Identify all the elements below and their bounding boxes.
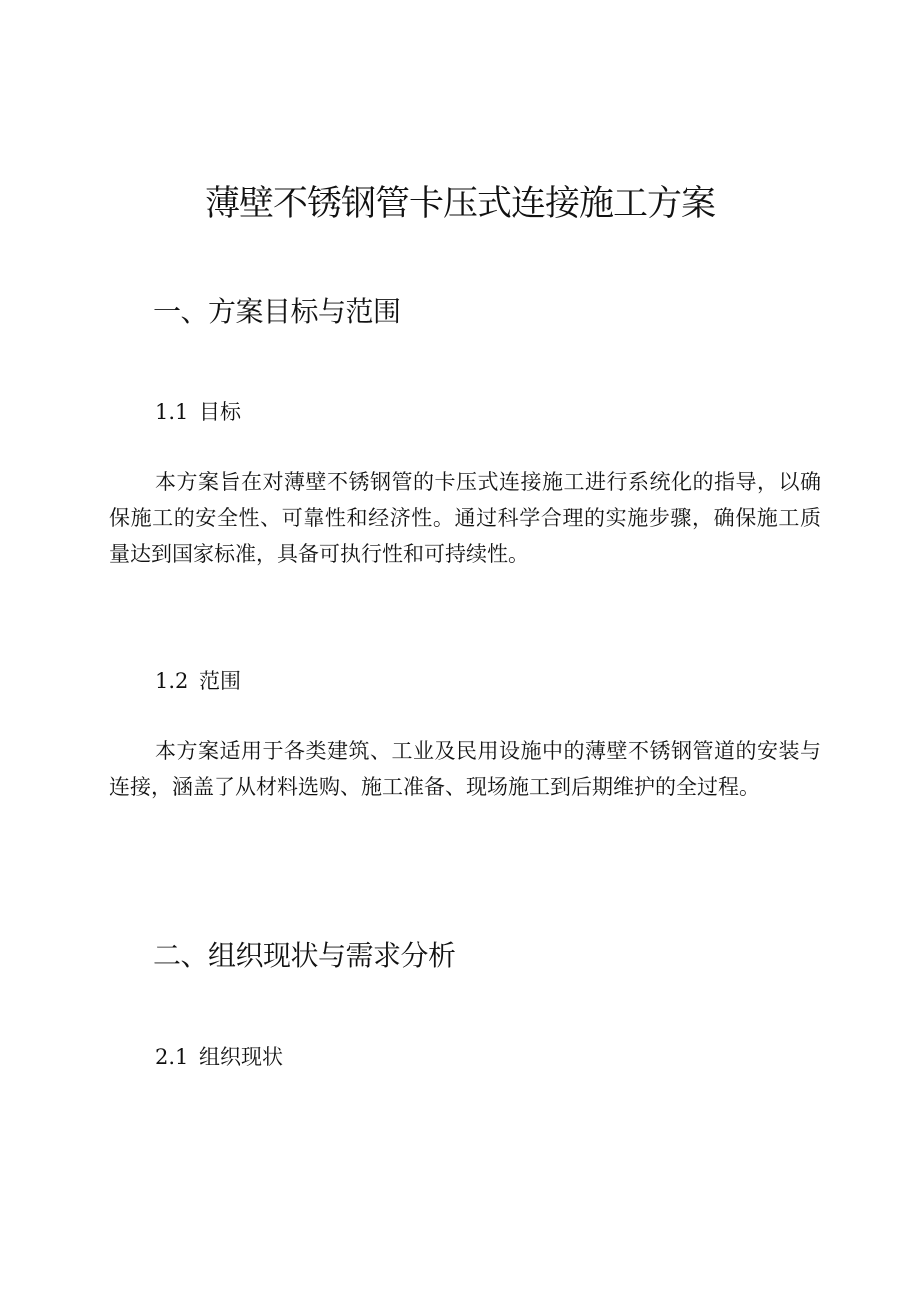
subsection-heading-2-1 <box>155 1042 283 1072</box>
section-heading-2: 二、组织现状与需求分析 <box>153 939 456 972</box>
subsection-number: 1.2 <box>155 669 189 693</box>
subsection-title: 目标 <box>199 400 241 424</box>
document-title: 薄壁不锈钢管卡压式连接施工方案 <box>204 184 715 224</box>
subsection-heading-1-2 <box>155 666 241 696</box>
subsection-number: 2.1 <box>155 1045 189 1069</box>
subsection-title: 范围 <box>199 669 241 693</box>
section-heading-1: 一、方案目标与范围 <box>153 295 401 328</box>
subsection-title: 组织现状 <box>199 1045 283 1069</box>
subsection-heading-1-1 <box>155 397 241 427</box>
paragraph-1-2: 本方案适用于各类建筑、工业及民用设施中的薄壁不锈钢管道的安装与连接，涵盖了从材料选购、施工准备、现场施工到后期维护的全过程。 <box>109 739 821 799</box>
paragraph-1-1: 本方案旨在对薄壁不锈钢管的卡压式连接施工进行系统化的指导，以确保施工的安全性、可靠性和经济性。通过科学合理的实施步骤，确保施工质量达到国家标准，具备可执行性和可持续性。 <box>109 470 821 566</box>
subsection-number: 1.1 <box>155 400 189 424</box>
